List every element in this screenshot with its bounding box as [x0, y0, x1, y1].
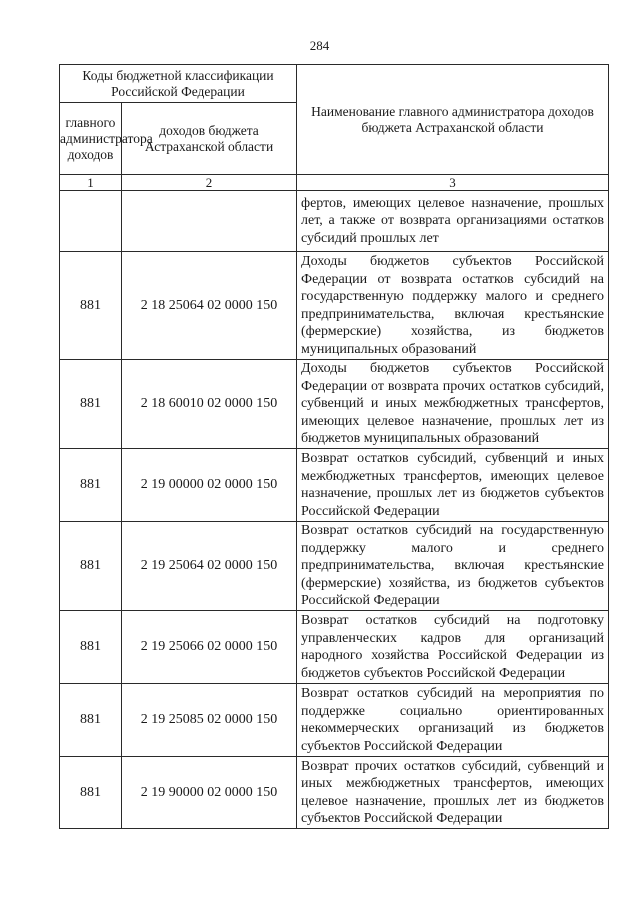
description-cell: Возврат остатков субсидий на подготовку управленческих кадров для организаций народного хозяйства Российской Федерации из бюджетов субъектов Российской Федерации: [297, 611, 609, 684]
table-row: [60, 611, 609, 684]
column-number: 2: [122, 175, 297, 191]
header-row-group: [60, 65, 609, 103]
description-cell: фертов, имеющих целевое назначение, прошлых лет, а также от возврата организациями остатков субсидий прошлых лет: [297, 191, 609, 252]
table-row: [60, 522, 609, 611]
description-cell: Возврат остатков субсидий на мероприятия по поддержке социально ориентированных некоммерческих организаций из бюджетов субъектов Российской Федерации: [297, 684, 609, 757]
admin-code-cell: 881: [60, 684, 122, 757]
admin-code-cell: 881: [60, 449, 122, 522]
description-cell: Доходы бюджетов субъектов Российской Федерации от возврата прочих остатков субсидий, субвенций и иных межбюджетных трансфертов, имеющих целевое назначение, прошлых лет из бюджетов муниципальных образований: [297, 360, 609, 449]
table-row: [60, 360, 609, 449]
income-code-cell: 2 19 00000 02 0000 150: [122, 449, 297, 522]
table-row: [60, 684, 609, 757]
admin-code-cell: 881: [60, 360, 122, 449]
income-code-cell: 2 19 25066 02 0000 150: [122, 611, 297, 684]
description-cell: Доходы бюджетов субъектов Российской Федерации от возврата остатков субсидий на государственную поддержку малого и среднего предпринимательства, включая крестьянские (фермерские) хозяйства, из бюджетов муниципальных образований: [297, 252, 609, 360]
header-name-cell: Наименование главного администратора доходов бюджета Астраханской области: [297, 65, 609, 175]
table-row: [60, 757, 609, 829]
admin-code-cell: 881: [60, 252, 122, 360]
income-code-cell: 2 18 60010 02 0000 150: [122, 360, 297, 449]
description-cell: Возврат остатков субсидий, субвенций и иных межбюджетных трансфертов, имеющих целевое назначение, прошлых лет из бюджетов субъектов Российской Федерации: [297, 449, 609, 522]
table-row: [60, 252, 609, 360]
header-group-cell: Коды бюджетной классификации Российской Федерации: [60, 65, 297, 103]
admin-code-cell: 881: [60, 611, 122, 684]
description-cell: Возврат прочих остатков субсидий, субвенций и иных межбюджетных трансфертов, имеющих целевое назначение, прошлых лет из бюджетов субъектов Российской Федерации: [297, 757, 609, 829]
admin-code-cell: 881: [60, 522, 122, 611]
table-row: [60, 449, 609, 522]
header-admin-cell: главного администратора доходов: [60, 103, 122, 175]
admin-code-cell: [60, 191, 122, 252]
column-number: 1: [60, 175, 122, 191]
table-row: [60, 191, 609, 252]
description-cell: Возврат остатков субсидий на государственную поддержку малого и среднего предпринимательства, включая крестьянские (фермерские) хозяйства, из бюджетов субъектов Российской Федерации: [297, 522, 609, 611]
header-code-cell: доходов бюджета Астраханской области: [122, 103, 297, 175]
income-code-cell: 2 19 25085 02 0000 150: [122, 684, 297, 757]
column-number: 3: [297, 175, 609, 191]
budget-classification-table: [59, 64, 609, 829]
admin-code-cell: 881: [60, 757, 122, 829]
income-code-cell: 2 18 25064 02 0000 150: [122, 252, 297, 360]
income-code-cell: [122, 191, 297, 252]
column-numbers-row: [60, 175, 609, 191]
income-code-cell: 2 19 90000 02 0000 150: [122, 757, 297, 829]
page-number: 284: [309, 38, 330, 53]
income-code-cell: 2 19 25064 02 0000 150: [122, 522, 297, 611]
